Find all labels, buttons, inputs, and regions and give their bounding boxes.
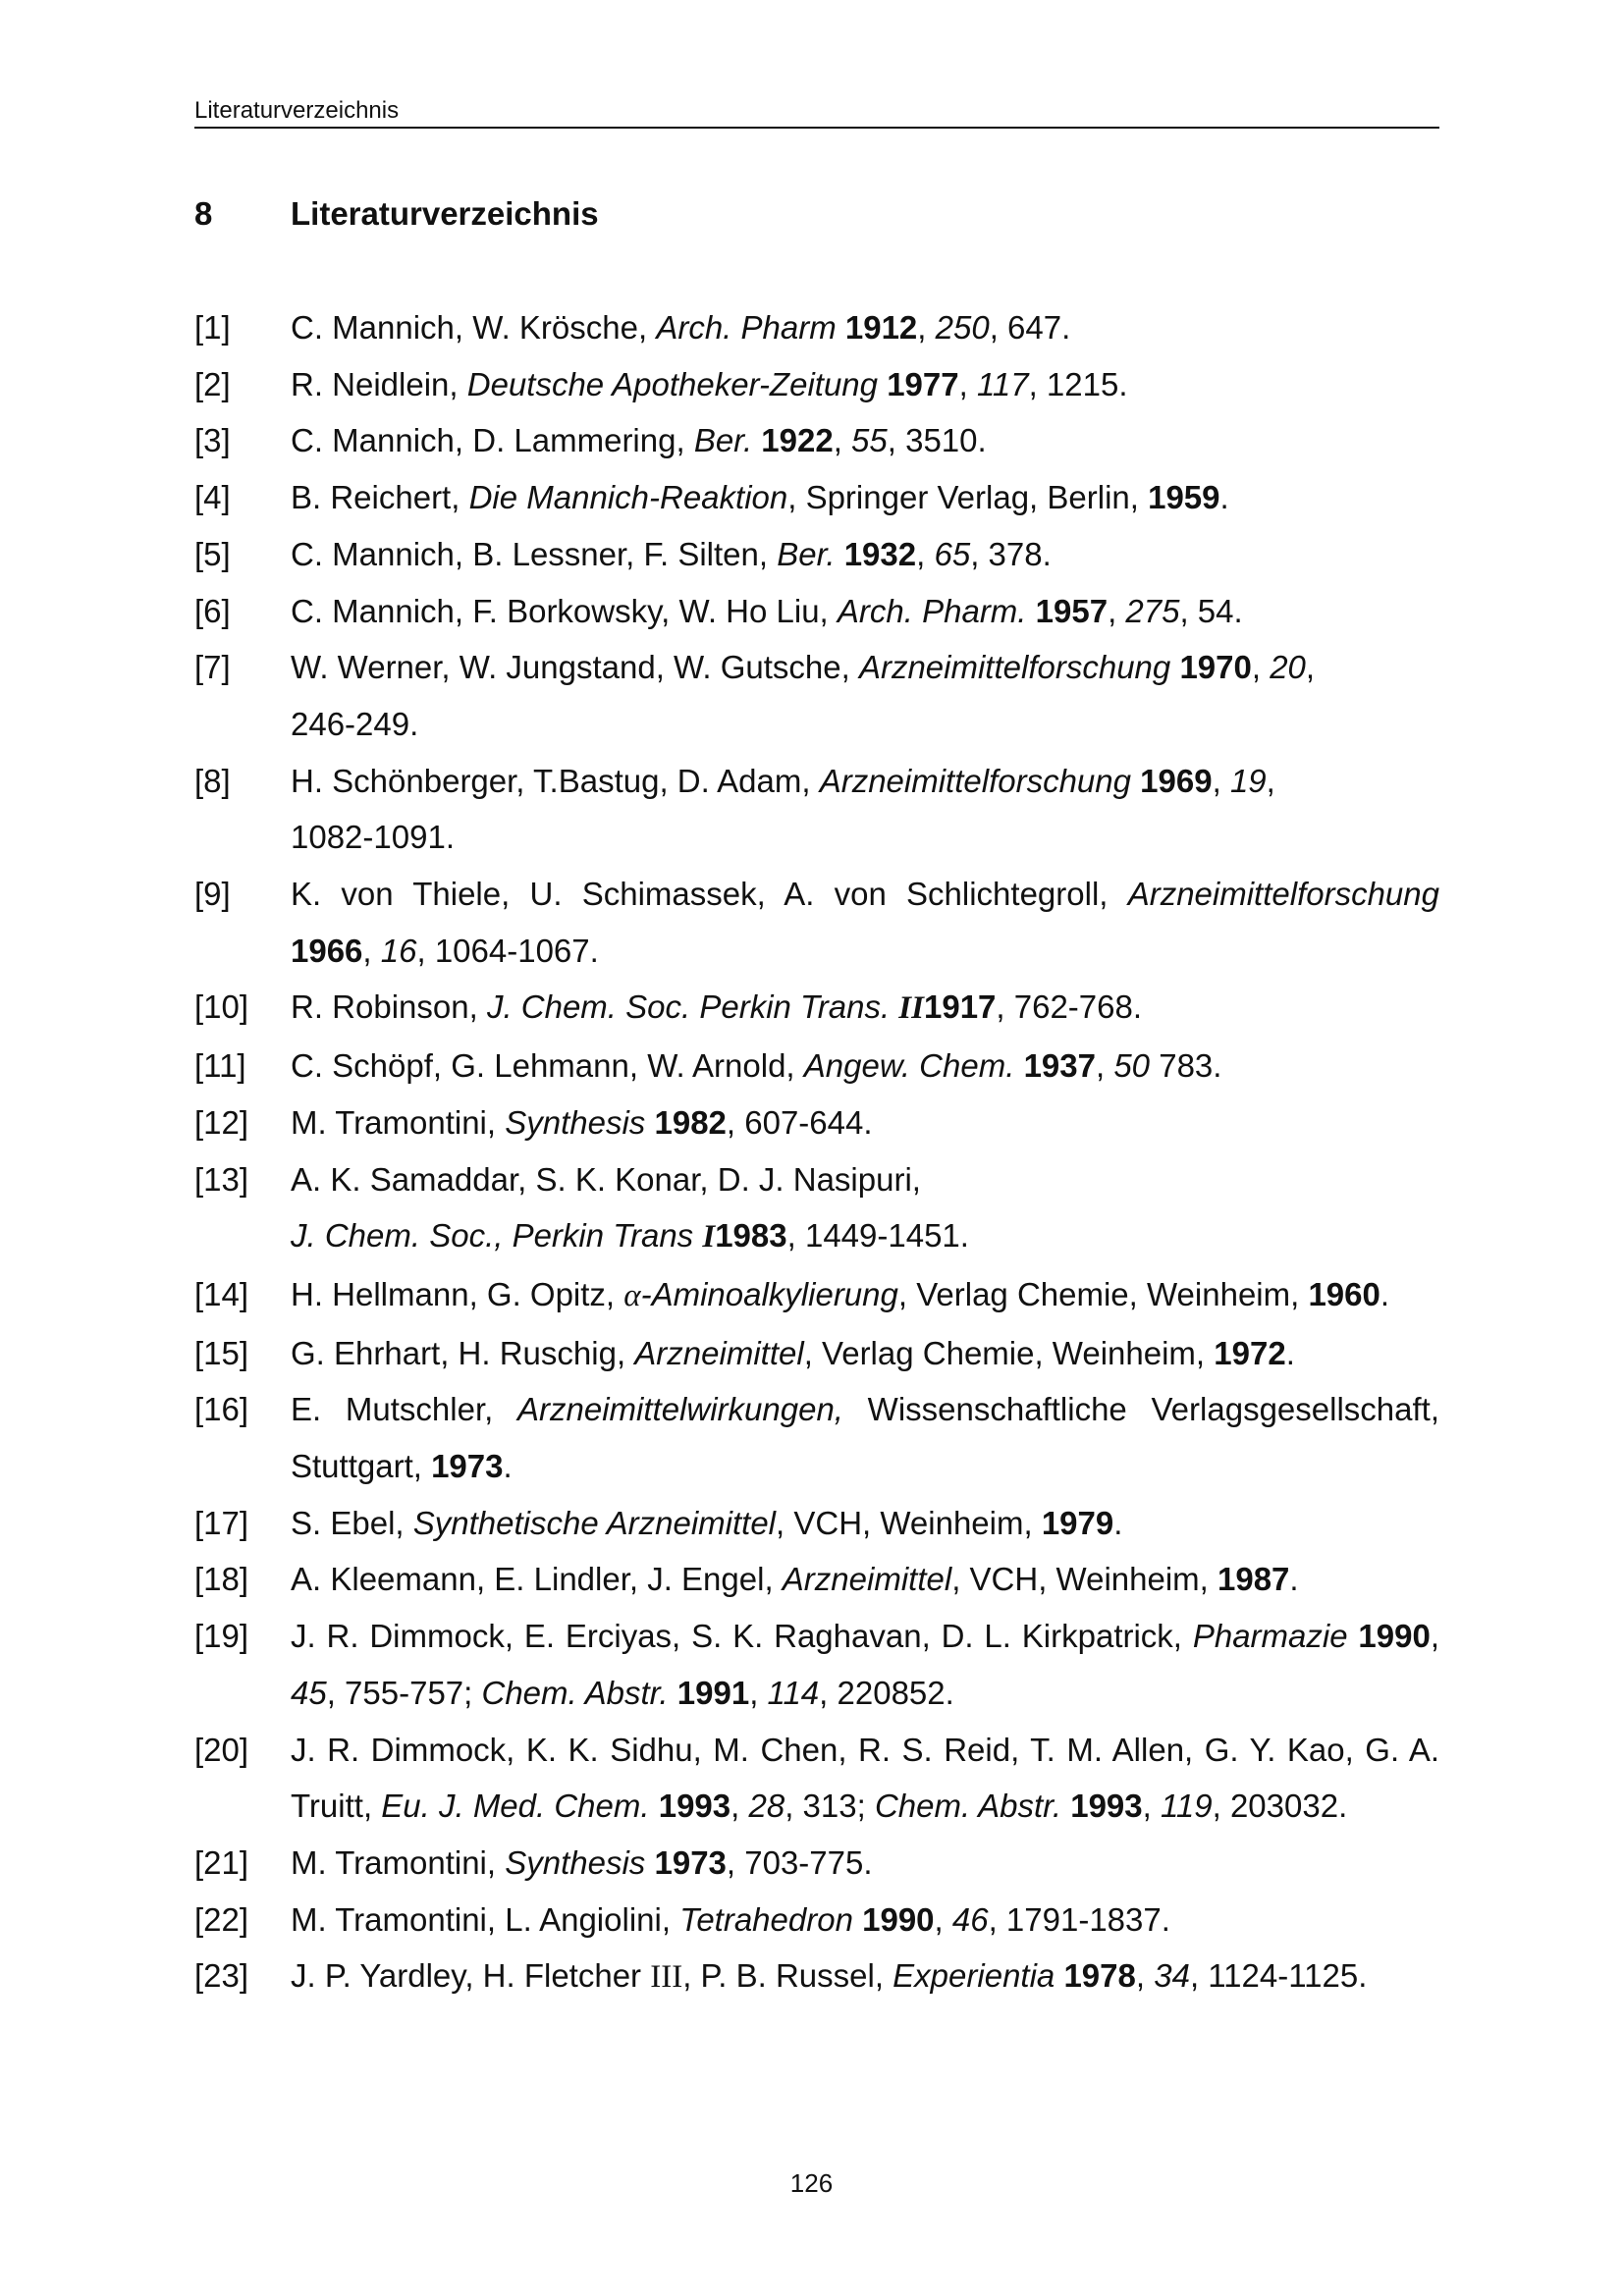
reference-number: [7] [194,649,231,686]
volume: 45 [291,1674,327,1711]
reference-number: [6] [194,592,231,629]
reference-number: [17] [194,1504,249,1541]
year: 1977 [887,365,959,402]
book-title: Arzneimittelwirkungen, [517,1391,843,1428]
reference-number: [19] [194,1618,249,1655]
journal-name: Arch. Pharm. [837,592,1027,629]
chapter-number: 8 [194,195,213,232]
reference-item: [9] K. von Thiele, U. Schimassek, A. von Schlichtegroll, Arzneimittelforschung 1966, 16, 1064-1067. [194,866,1439,979]
reference-item: [17] S. Ebel, Synthetische Arzneimittel, VCH, Weinheim, 1979. [194,1495,1439,1552]
alpha-symbol: α [623,1277,641,1313]
year: 1993 [658,1788,731,1825]
book-title: Synthetische Arzneimittel [412,1504,777,1541]
year: 1978 [1063,1957,1136,1995]
reference-item: [13] A. K. Samaddar, S. K. Konar, D. J. Nasipuri, J. Chem. Soc., Perkin Trans I1983, 1449-1451. [194,1151,1439,1266]
reference-number: [5] [194,535,231,572]
year: 1957 [1035,592,1109,629]
reference-number: [13] [194,1160,249,1198]
book-title: Arzneimittel [782,1561,952,1598]
reference-item: [7] W. Werner, W. Jungstand, W. Gutsche, Arzneimittelforschung 1970, 20, 246-249. [194,639,1439,752]
year: 1937 [1023,1047,1096,1085]
volume: 114 [767,1674,820,1711]
suffix-numeral: III [650,1959,683,1996]
volume: 117 [976,365,1029,402]
reference-item: [11] C. Schöpf, G. Lehmann, W. Arnold, Angew. Chem. 1937, 50 783. [194,1038,1439,1095]
volume: 34 [1154,1957,1190,1995]
reference-number: [1] [194,309,231,346]
reference-number: [20] [194,1731,249,1768]
reference-item: [23] J. P. Yardley, H. Fletcher III, P. B. Russel, Experientia 1978, 34, 1124-1125. [194,1948,1439,2006]
reference-item: [19] J. R. Dimmock, E. Erciyas, S. K. Raghavan, D. L. Kirkpatrick, Pharmazie 1990, 45, 755-757; Chem. Abstr. 1991, 114, 220852. [194,1608,1439,1721]
reference-number: [23] [194,1957,249,1995]
journal-name: J. Chem. Soc. Perkin Trans. [486,988,891,1026]
reference-item: [2] R. Neidlein, Deutsche Apotheker-Zeitung 1977, 117, 1215. [194,356,1439,413]
volume: 119 [1160,1788,1213,1825]
journal-name: Ber. [693,422,753,459]
reference-number: [12] [194,1103,249,1141]
year: 1972 [1214,1334,1286,1371]
reference-number: [14] [194,1275,249,1312]
journal-name: Tetrahedron [679,1900,853,1938]
volume: 16 [380,932,417,969]
journal-name: Eu. J. Med. Chem. [381,1788,650,1825]
reference-number: [18] [194,1561,249,1598]
book-title: Die Mannich-Reaktion [468,479,788,516]
reference-item: [15] G. Ehrhart, H. Ruschig, Arzneimittel, Verlag Chemie, Weinheim, 1972. [194,1325,1439,1382]
year: 1990 [1358,1618,1431,1655]
volume: 46 [951,1900,989,1938]
journal-name: Chem. Abstr. [481,1674,669,1711]
journal-name: Synthesis [505,1103,646,1141]
volume: 65 [934,535,971,572]
year: 1959 [1148,479,1220,516]
reference-number: [15] [194,1334,249,1371]
volume: 20 [1270,649,1306,686]
journal-name: Experientia [893,1957,1055,1995]
reference-number: [8] [194,762,231,799]
year: 1970 [1179,649,1252,686]
running-header: Literaturverzeichnis [194,96,1439,129]
year: 1979 [1041,1504,1114,1541]
journal-name: Chem. Abstr. [874,1788,1062,1825]
reference-item: [4] B. Reichert, Die Mannich-Reaktion, Springer Verlag, Berlin, 1959. [194,469,1439,526]
reference-number: [16] [194,1391,249,1428]
reference-item: [16] E. Mutschler, Arzneimittelwirkungen, Wissenschaftliche Verlagsgesellschaft, Stuttgart, 1973. [194,1381,1439,1494]
journal-name: Ber. [777,535,836,572]
reference-number: [11] [194,1047,246,1085]
volume: 250 [935,309,990,346]
volume: 50 [1113,1047,1151,1085]
journal-name: Angew. Chem. [803,1047,1015,1085]
reference-item: [14] H. Hellmann, G. Opitz, α-Aminoalkylierung, Verlag Chemie, Weinheim, 1960. [194,1266,1439,1325]
year: 1966 [291,932,363,969]
volume: 55 [851,422,888,459]
year: 1983 [715,1217,787,1255]
reference-list [194,299,1439,2006]
reference-item: [20] J. R. Dimmock, K. K. Sidhu, M. Chen, R. S. Reid, T. M. Allen, G. Y. Kao, G. A. Truitt, Eu. J. Med. Chem. 1993, 28, 313; Chem. Abstr. 1993, 119, 203032. [194,1722,1439,1835]
page-number: 126 [789,2168,834,2198]
year: 1973 [654,1843,727,1881]
reference-item: [21] M. Tramontini, Synthesis 1973, 703-775. [194,1835,1439,1892]
reference-number: [2] [194,365,231,402]
reference-item: [10] R. Robinson, J. Chem. Soc. Perkin Trans. II1917, 762-768. [194,979,1439,1038]
reference-number: [21] [194,1843,249,1881]
reference-item: [8] H. Schönberger, T.Bastug, D. Adam, Arzneimittelforschung 1969, 19, 1082-1091. [194,753,1439,866]
year: 1982 [654,1103,727,1141]
page-range: 246-249. [291,705,419,742]
volume: 28 [748,1788,785,1825]
year: 1990 [862,1900,935,1938]
journal-name: Arzneimittelforschung [858,649,1171,686]
year: 1973 [431,1448,504,1485]
year: 1987 [1217,1561,1290,1598]
year: 1912 [844,309,918,346]
journal-name: J. Chem. Soc., Perkin Trans [291,1217,694,1255]
reference-number: [9] [194,876,231,913]
reference-item: [22] M. Tramontini, L. Angiolini, Tetrahedron 1990, 46, 1791-1837. [194,1892,1439,1949]
series-numeral: II [898,990,924,1027]
book-title: Arzneimittel [634,1334,804,1371]
year: 1960 [1308,1275,1380,1312]
reference-item: [6] C. Mannich, F. Borkowsky, W. Ho Liu, Arch. Pharm. 1957, 275, 54. [194,583,1439,640]
year: 1991 [676,1674,750,1711]
reference-item: [1] C. Mannich, W. Krösche, Arch. Pharm 1912, 250, 647. [194,299,1439,356]
journal-name: Pharmazie [1192,1618,1348,1655]
reference-item: [5] C. Mannich, B. Lessner, F. Silten, Ber. 1932, 65, 378. [194,526,1439,583]
reference-item: [12] M. Tramontini, Synthesis 1982, 607-644. [194,1095,1439,1151]
journal-name: Arch. Pharm [656,309,837,346]
journal-name: Deutsche Apotheker-Zeitung [466,365,879,402]
page-range: 1082-1091. [291,819,455,856]
reference-number: [4] [194,479,231,516]
journal-name: Synthesis [505,1843,646,1881]
series-numeral: I [702,1219,716,1255]
volume: 19 [1229,762,1267,799]
reference-number: [10] [194,988,249,1026]
journal-name: Arzneimittelforschung [1127,876,1439,913]
chapter-title: Literaturverzeichnis [291,195,599,232]
year: 1969 [1140,762,1213,799]
reference-number: [3] [194,422,231,459]
reference-item: [3] C. Mannich, D. Lammering, Ber. 1922, 55, 3510. [194,412,1439,469]
reference-number: [22] [194,1900,249,1938]
volume: 275 [1125,592,1180,629]
year: 1922 [761,422,834,459]
year: 1917 [923,988,997,1026]
year: 1932 [843,535,917,572]
year: 1993 [1070,1788,1143,1825]
book-title: -Aminoalkylierung [640,1275,898,1312]
reference-item: [18] A. Kleemann, E. Lindler, J. Engel, Arzneimittel, VCH, Weinheim, 1987. [194,1551,1439,1608]
journal-name: Arzneimittelforschung [819,762,1131,799]
